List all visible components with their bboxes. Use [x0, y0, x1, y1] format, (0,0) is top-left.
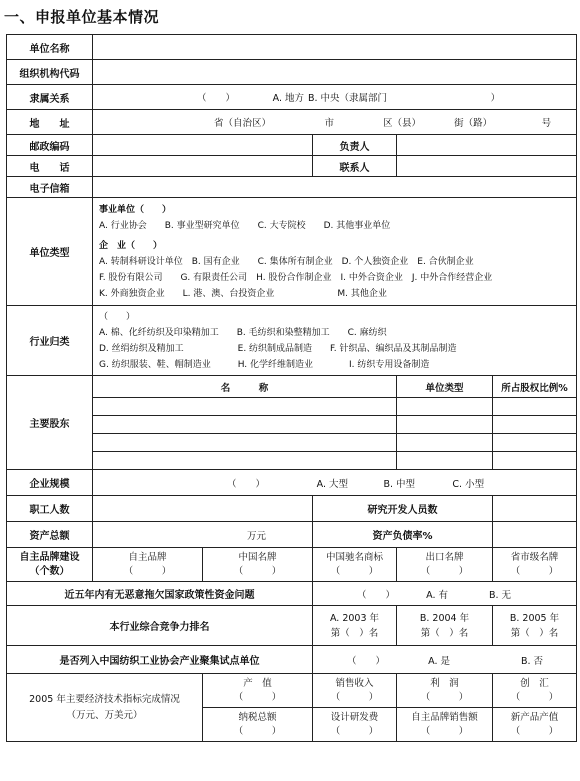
indicator-forex-paren: （ ） [510, 691, 559, 703]
unit-type-enterprise-line3: K. 外商独资企业 L. 港、澳、台投资企业 M. 其他企业 [99, 288, 387, 299]
arrears-label: 近五年内有无恶意拖欠国家政策性资金问题 [7, 582, 313, 606]
indicator-tax-paren: （ ） [233, 725, 282, 737]
unit-type-label: 单位类型 [7, 198, 93, 306]
phone-label: 电 话 [7, 156, 93, 177]
address-province: 省（自治区） [213, 118, 271, 129]
industry-head: （ ） [99, 311, 136, 322]
indicator-sales-paren: （ ） [330, 691, 379, 703]
shareholder-ratio-cell[interactable] [493, 398, 577, 416]
indicator-sales-label: 销售收入 [335, 677, 374, 689]
postcode-label: 邮政编码 [7, 135, 93, 156]
email-label: 电子信箱 [7, 177, 93, 198]
contact-label: 联系人 [313, 156, 397, 177]
indicator-forex-cell[interactable] [493, 674, 577, 708]
leader-field[interactable] [397, 135, 577, 156]
industry-label: 行业归类 [7, 306, 93, 376]
affiliation-field[interactable] [93, 85, 577, 110]
assets-label: 资产总额 [7, 522, 93, 548]
scale-label: 企业规模 [7, 470, 93, 496]
unit-type-options[interactable] [93, 198, 577, 306]
brand-label [7, 548, 93, 582]
indicator-profit-paren: （ ） [420, 691, 469, 703]
arrears-option-b: B. 无 [489, 589, 512, 601]
scale-option-b: B. 中型 [383, 478, 416, 490]
shareholder-type-cell[interactable] [397, 398, 493, 416]
rank-2003-label: A. 2003 年 [329, 612, 380, 624]
brand-china-cell[interactable] [203, 548, 313, 582]
indicator-rd-paren: （ ） [330, 725, 379, 737]
rank-2004-cell[interactable] [397, 606, 493, 646]
shareholder-type-cell[interactable] [397, 452, 493, 470]
brand-provincial-paren: （ ） [510, 565, 559, 577]
brand-own-label: 自主品牌 [128, 551, 167, 563]
postcode-field[interactable] [93, 135, 313, 156]
brand-famous-paren: （ ） [330, 565, 379, 577]
cluster-option-a: A. 是 [428, 655, 451, 667]
rank-2003-cell[interactable] [313, 606, 397, 646]
staff-field[interactable] [93, 496, 313, 522]
industry-options[interactable] [93, 306, 577, 376]
scale-paren: （ ） [226, 478, 265, 490]
unit-type-enterprise-line1: A. 转制科研设计单位 B. 国有企业 C. 集体所有制企业 D. 个人独资企业 E. 合伙制企业 [99, 256, 474, 267]
indicator-brand-sales-cell[interactable] [397, 708, 493, 742]
scale-field[interactable] [93, 470, 577, 496]
rank-2005-sub: 第（ ）名 [510, 627, 559, 639]
rank-2005-label: B. 2005 年 [509, 612, 560, 624]
section-title: 一、申报单位基本情况 [4, 8, 160, 26]
brand-china-label: 中国名牌 [238, 551, 277, 563]
shareholders-type-header: 单位类型 [397, 376, 493, 398]
indicator-tax-label: 纳税总额 [238, 711, 277, 723]
indicator-new-product-label: 新产品产值 [510, 711, 559, 723]
rank-2005-cell[interactable] [493, 606, 577, 646]
rank-2004-sub: 第（ ）名 [420, 627, 469, 639]
indicators-label-line2: （万元、万美元） [66, 709, 143, 721]
indicator-sales-cell[interactable] [313, 674, 397, 708]
address-field[interactable] [93, 110, 577, 135]
address-city: 市 [324, 118, 335, 129]
affiliation-close: ） [490, 93, 501, 104]
unit-type-enterprise-line2: F. 股份有限公司 G. 有限责任公司 H. 股份合作制企业 I. 中外合资企业 J. 中外合作经营企业 [99, 272, 493, 283]
indicators-label [7, 674, 203, 742]
cluster-label: 是否列入中国纺织工业协会产业聚集试点单位 [7, 646, 313, 674]
affiliation-option-a: A. 地方 [272, 93, 305, 104]
unit-name-label: 单位名称 [7, 35, 93, 60]
shareholder-name-cell[interactable] [93, 398, 397, 416]
industry-line1: A. 棉、化纤纺织及印染精加工 B. 毛纺织和染整精加工 C. 麻纺织 [99, 327, 387, 338]
org-code-label: 组织机构代码 [7, 60, 93, 85]
brand-export-cell[interactable] [397, 548, 493, 582]
arrears-option-a: A. 有 [426, 589, 449, 601]
rank-2004-label: B. 2004 年 [419, 612, 470, 624]
indicator-rd-cell[interactable] [313, 708, 397, 742]
unit-type-institution-options: A. 行业协会 B. 事业型研究单位 C. 大专院校 D. 其他事业单位 [99, 220, 391, 231]
industry-line2: D. 丝绢纺织及精加工 E. 纺织制成品制造 F. 针织品、编织品及其制品制造 [99, 343, 457, 354]
shareholder-ratio-cell[interactable] [493, 452, 577, 470]
brand-famous-label: 中国驰名商标 [325, 551, 383, 563]
shareholders-ratio-header: 所占股权比例% [493, 376, 577, 398]
unit-name-field[interactable] [93, 35, 577, 60]
unit-type-enterprise-head: 企 业（ ） [99, 240, 163, 251]
indicator-output-label: 产 值 [243, 677, 272, 689]
rank-2003-sub: 第（ ）名 [330, 627, 379, 639]
scale-option-c: C. 小型 [452, 478, 485, 490]
brand-own-cell[interactable] [93, 548, 203, 582]
indicators-label-line1: 2005 年主要经济技术指标完成情况 [29, 693, 180, 705]
indicator-tax-cell[interactable] [203, 708, 313, 742]
rank-label: 本行业综合竞争力排名 [7, 606, 313, 646]
debt-ratio-label: 资产负债率% [313, 522, 493, 548]
affiliation-label: 隶属关系 [7, 85, 93, 110]
rd-staff-field[interactable] [493, 496, 577, 522]
brand-export-paren: （ ） [420, 565, 469, 577]
arrears-paren: （ ） [356, 589, 395, 601]
unit-type-institution-head: 事业单位（ ） [99, 204, 172, 215]
indicator-brand-sales-label: 自主品牌销售额 [411, 711, 478, 723]
indicator-forex-label: 创 汇 [520, 677, 549, 689]
indicator-profit-cell[interactable] [397, 674, 493, 708]
indicator-output-cell[interactable] [203, 674, 313, 708]
cluster-field[interactable] [313, 646, 577, 674]
indicator-profit-label: 利 润 [430, 677, 459, 689]
shareholder-type-cell[interactable] [397, 434, 493, 452]
brand-own-paren: （ ） [123, 565, 172, 577]
shareholder-ratio-cell[interactable] [493, 416, 577, 434]
indicator-brand-sales-paren: （ ） [420, 725, 469, 737]
shareholders-name-header: 名 称 [93, 376, 397, 398]
brand-famous-cell[interactable] [313, 548, 397, 582]
brand-export-label: 出口名牌 [425, 551, 464, 563]
indicator-new-product-cell[interactable] [493, 708, 577, 742]
assets-unit: 万元 [246, 530, 266, 542]
address-label: 地 址 [7, 110, 93, 135]
phone-field[interactable] [93, 156, 313, 177]
address-district: 区（县） [383, 118, 422, 129]
indicator-new-product-paren: （ ） [510, 725, 559, 737]
cluster-option-b: B. 否 [521, 655, 544, 667]
brand-label-line2: （个数） [29, 565, 70, 577]
brand-label-line1: 自主品牌建设 [19, 551, 80, 563]
org-code-field[interactable] [93, 60, 577, 85]
staff-label: 职工人数 [7, 496, 93, 522]
brand-china-paren: （ ） [233, 565, 282, 577]
shareholder-type-cell[interactable] [397, 416, 493, 434]
leader-label: 负责人 [313, 135, 397, 156]
assets-field[interactable] [93, 522, 313, 548]
affiliation-option-b: B. 中央（隶属部门 [308, 93, 388, 104]
basic-info-table [6, 34, 577, 742]
scale-option-a: A. 大型 [316, 478, 349, 490]
shareholder-ratio-cell[interactable] [493, 434, 577, 452]
arrears-field[interactable] [313, 582, 577, 606]
shareholder-name-cell[interactable] [93, 434, 397, 452]
affiliation-paren: （ ） [196, 93, 235, 104]
cluster-paren: （ ） [346, 655, 385, 667]
brand-provincial-label: 省市级名牌 [510, 551, 559, 563]
shareholder-name-cell[interactable] [93, 416, 397, 434]
shareholders-label: 主要股东 [7, 376, 93, 470]
brand-provincial-cell[interactable] [493, 548, 577, 582]
email-field[interactable] [93, 177, 577, 198]
rd-staff-label: 研究开发人员数 [313, 496, 493, 522]
indicator-rd-label: 设计研发费 [330, 711, 379, 723]
debt-ratio-field[interactable] [493, 522, 577, 548]
address-street: 街（路） [454, 118, 493, 129]
indicator-output-paren: （ ） [233, 691, 282, 703]
shareholder-name-cell[interactable] [93, 452, 397, 470]
industry-line3: G. 纺织服装、鞋、帽制造业 H. 化学纤维制造业 I. 纺织专用设备制造 [99, 359, 430, 370]
address-number: 号 [541, 118, 552, 129]
contact-field[interactable] [397, 156, 577, 177]
